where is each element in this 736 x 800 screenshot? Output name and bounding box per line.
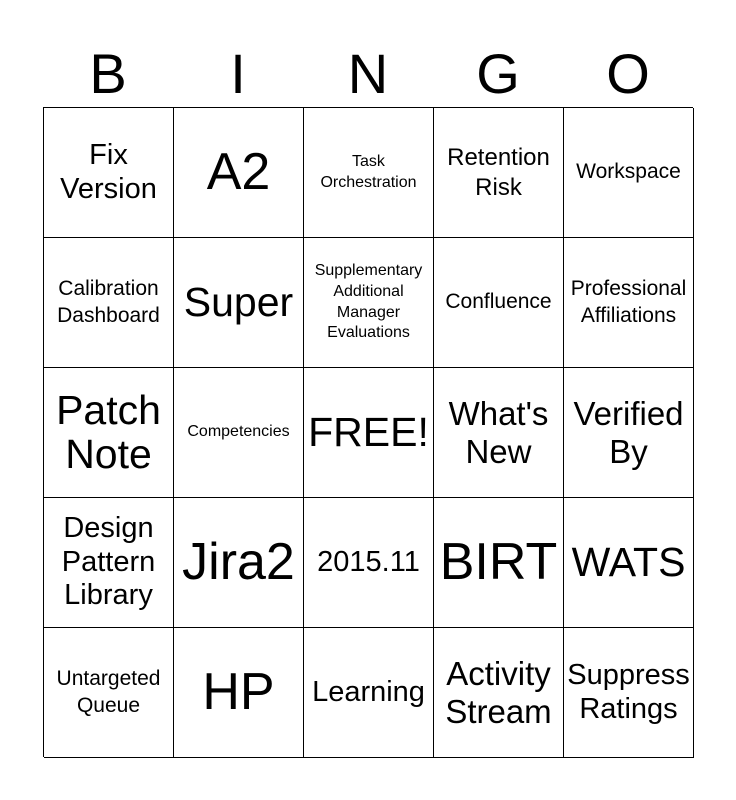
cell-label: Verified By <box>573 394 684 470</box>
bingo-cell[interactable] <box>44 498 174 628</box>
bingo-cell[interactable] <box>44 238 174 368</box>
cell-label: WATS <box>571 538 686 585</box>
cell-label: Untargeted Queue <box>56 667 161 717</box>
bingo-cell[interactable] <box>434 108 564 238</box>
bingo-cell[interactable] <box>44 368 174 498</box>
cell-label: 2015.11 <box>317 545 420 578</box>
cell-label: Super <box>183 278 294 325</box>
bingo-cell[interactable] <box>434 368 564 498</box>
cell-label: Retention Risk <box>447 143 550 201</box>
bingo-cell[interactable] <box>174 628 304 758</box>
bingo-cell[interactable] <box>304 628 434 758</box>
cell-label: Professional Affiliations <box>570 277 687 327</box>
header-letter-i: I <box>230 42 246 105</box>
cell-label: HP <box>202 663 275 722</box>
cell-label: Design Pattern Library <box>61 512 156 612</box>
cell-label: Jira2 <box>182 533 295 592</box>
bingo-cell[interactable] <box>174 368 304 498</box>
free-space: FREE! <box>308 408 429 455</box>
cell-label: What's New <box>448 394 549 470</box>
cell-label: Task Orchestration <box>320 152 417 191</box>
bingo-cell[interactable] <box>304 108 434 238</box>
bingo-cell[interactable] <box>44 108 174 238</box>
cell-label: Calibration Dashboard <box>57 277 160 327</box>
bingo-cell[interactable] <box>304 238 434 368</box>
cell-label: Fix Version <box>60 139 157 205</box>
bingo-cell[interactable] <box>174 498 304 628</box>
cell-label: Supplementary Additional Manager Evaluations <box>314 261 423 342</box>
cell-label: Suppress Ratings <box>567 659 690 725</box>
bingo-cell[interactable] <box>434 238 564 368</box>
bingo-cell[interactable] <box>434 628 564 758</box>
cell-label: Competencies <box>187 423 290 441</box>
bingo-cell[interactable] <box>564 368 694 498</box>
cell-label: Workspace <box>576 160 681 184</box>
header-letter-g: G <box>476 42 520 105</box>
cell-label: BIRT <box>439 533 558 592</box>
bingo-cell[interactable] <box>44 628 174 758</box>
header-letter-n: N <box>347 42 389 105</box>
cell-label: Confluence <box>445 290 552 314</box>
cell-label: Activity Stream <box>445 654 552 730</box>
cell-label: Learning <box>312 675 425 708</box>
bingo-header <box>43 40 693 108</box>
bingo-cell[interactable] <box>174 238 304 368</box>
header-letter-o: O <box>606 42 650 105</box>
bingo-cell[interactable] <box>174 108 304 238</box>
header-letter-b: B <box>89 42 127 105</box>
cell-label: Patch Note <box>56 387 161 477</box>
bingo-cell[interactable] <box>304 368 434 498</box>
cell-label: A2 <box>206 143 271 202</box>
bingo-cell[interactable] <box>564 628 694 758</box>
bingo-cell[interactable] <box>564 108 694 238</box>
bingo-board <box>43 107 693 757</box>
bingo-cell[interactable] <box>564 498 694 628</box>
bingo-cell[interactable] <box>434 498 564 628</box>
bingo-cell[interactable] <box>564 238 694 368</box>
bingo-cell[interactable] <box>304 498 434 628</box>
